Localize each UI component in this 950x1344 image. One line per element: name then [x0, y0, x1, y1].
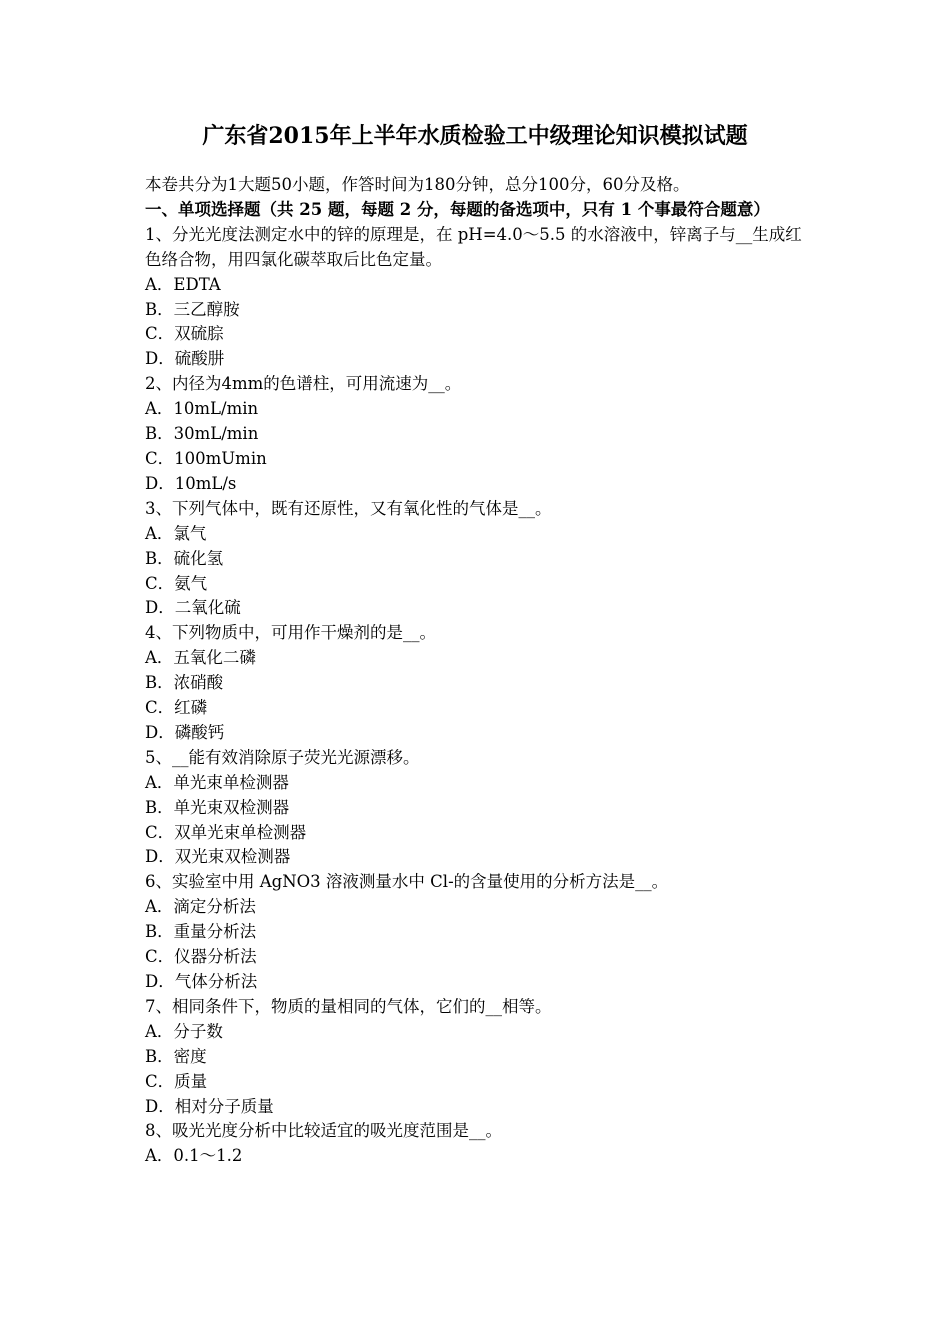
question-stem: 1、分光光度法测定水中的锌的原理是，在 pH=4.0～5.5 的水溶液中，锌离子与__生成红色络合物，用四氯化碳萃取后比色定量。: [145, 224, 802, 269]
option-c: C．双单光束单检测器: [145, 822, 307, 842]
option-c: C．氨气: [145, 573, 208, 593]
question-1: [145, 223, 815, 372]
option-c: C．红磷: [145, 698, 208, 718]
question-3: [145, 497, 815, 622]
question-stem: 7、相同条件下，物质的量相同的气体，它们的__相等。: [145, 996, 552, 1016]
option-d: D．磷酸钙: [145, 722, 225, 742]
option-a: A．10mL/min: [145, 399, 259, 419]
option-d: D．二氧化硫: [145, 598, 241, 618]
option-a: A．分子数: [145, 1021, 223, 1041]
question-stem: 2、内径为4mm的色谱柱，可用流速为__。: [145, 374, 462, 394]
question-stem: 5、__能有效消除原子荧光光源漂移。: [145, 747, 420, 767]
option-c: C．双硫腙: [145, 324, 224, 344]
section-heading: 一、单项选择题（共 25 题，每题 2 分，每题的备选项中，只有 1 个事最符合题意）: [145, 199, 770, 219]
option-a: A．滴定分析法: [145, 897, 256, 917]
document-body: [145, 173, 815, 1169]
option-b: B．单光束双检测器: [145, 797, 290, 817]
option-a: A．五氧化二磷: [145, 648, 256, 668]
option-d: D．相对分子质量: [145, 1096, 274, 1116]
option-d: D．气体分析法: [145, 972, 258, 991]
option-b: B．硫化氢: [145, 548, 224, 568]
option-b: B．重量分析法: [145, 922, 257, 942]
question-7: [145, 995, 815, 1120]
option-d: D．硫酸肼: [145, 349, 225, 369]
option-d: D．10mL/s: [145, 473, 237, 493]
option-c: C．质量: [145, 1071, 208, 1091]
option-b: B．浓硝酸: [145, 673, 224, 693]
question-8: [145, 1119, 815, 1169]
exam-intro: 本卷共分为1大题50小题，作答时间为180分钟，总分100分，60分及格。: [145, 175, 690, 194]
option-d: D．双光束双检测器: [145, 847, 291, 867]
option-b: B．密度: [145, 1046, 207, 1066]
question-6: [145, 870, 815, 995]
question-stem: 4、下列物质中，可用作干燥剂的是__。: [145, 623, 436, 643]
option-c: C．仪器分析法: [145, 947, 257, 967]
question-5: [145, 746, 815, 871]
document-title: 广东省2015年上半年水质检验工中级理论知识模拟试题: [202, 123, 748, 149]
option-a: A．0.1～1.2: [145, 1146, 243, 1166]
option-b: B．30mL/min: [145, 424, 259, 444]
option-c: C．100mUmin: [145, 448, 267, 468]
question-2: [145, 372, 815, 497]
option-a: A．氯气: [145, 523, 207, 543]
option-a: A．EDTA: [145, 274, 221, 294]
option-a: A．单光束单检测器: [145, 772, 289, 792]
question-stem: 8、吸光光度分析中比较适宜的吸光度范围是__。: [145, 1121, 502, 1141]
option-b: B．三乙醇胺: [145, 299, 240, 319]
question-4: [145, 621, 815, 746]
question-stem: 3、下列气体中，既有还原性，又有氧化性的气体是__。: [145, 498, 552, 518]
question-stem: 6、实验室中用 AgNO3 溶液测量水中 Cl-的含量使用的分析方法是__。: [145, 872, 669, 892]
